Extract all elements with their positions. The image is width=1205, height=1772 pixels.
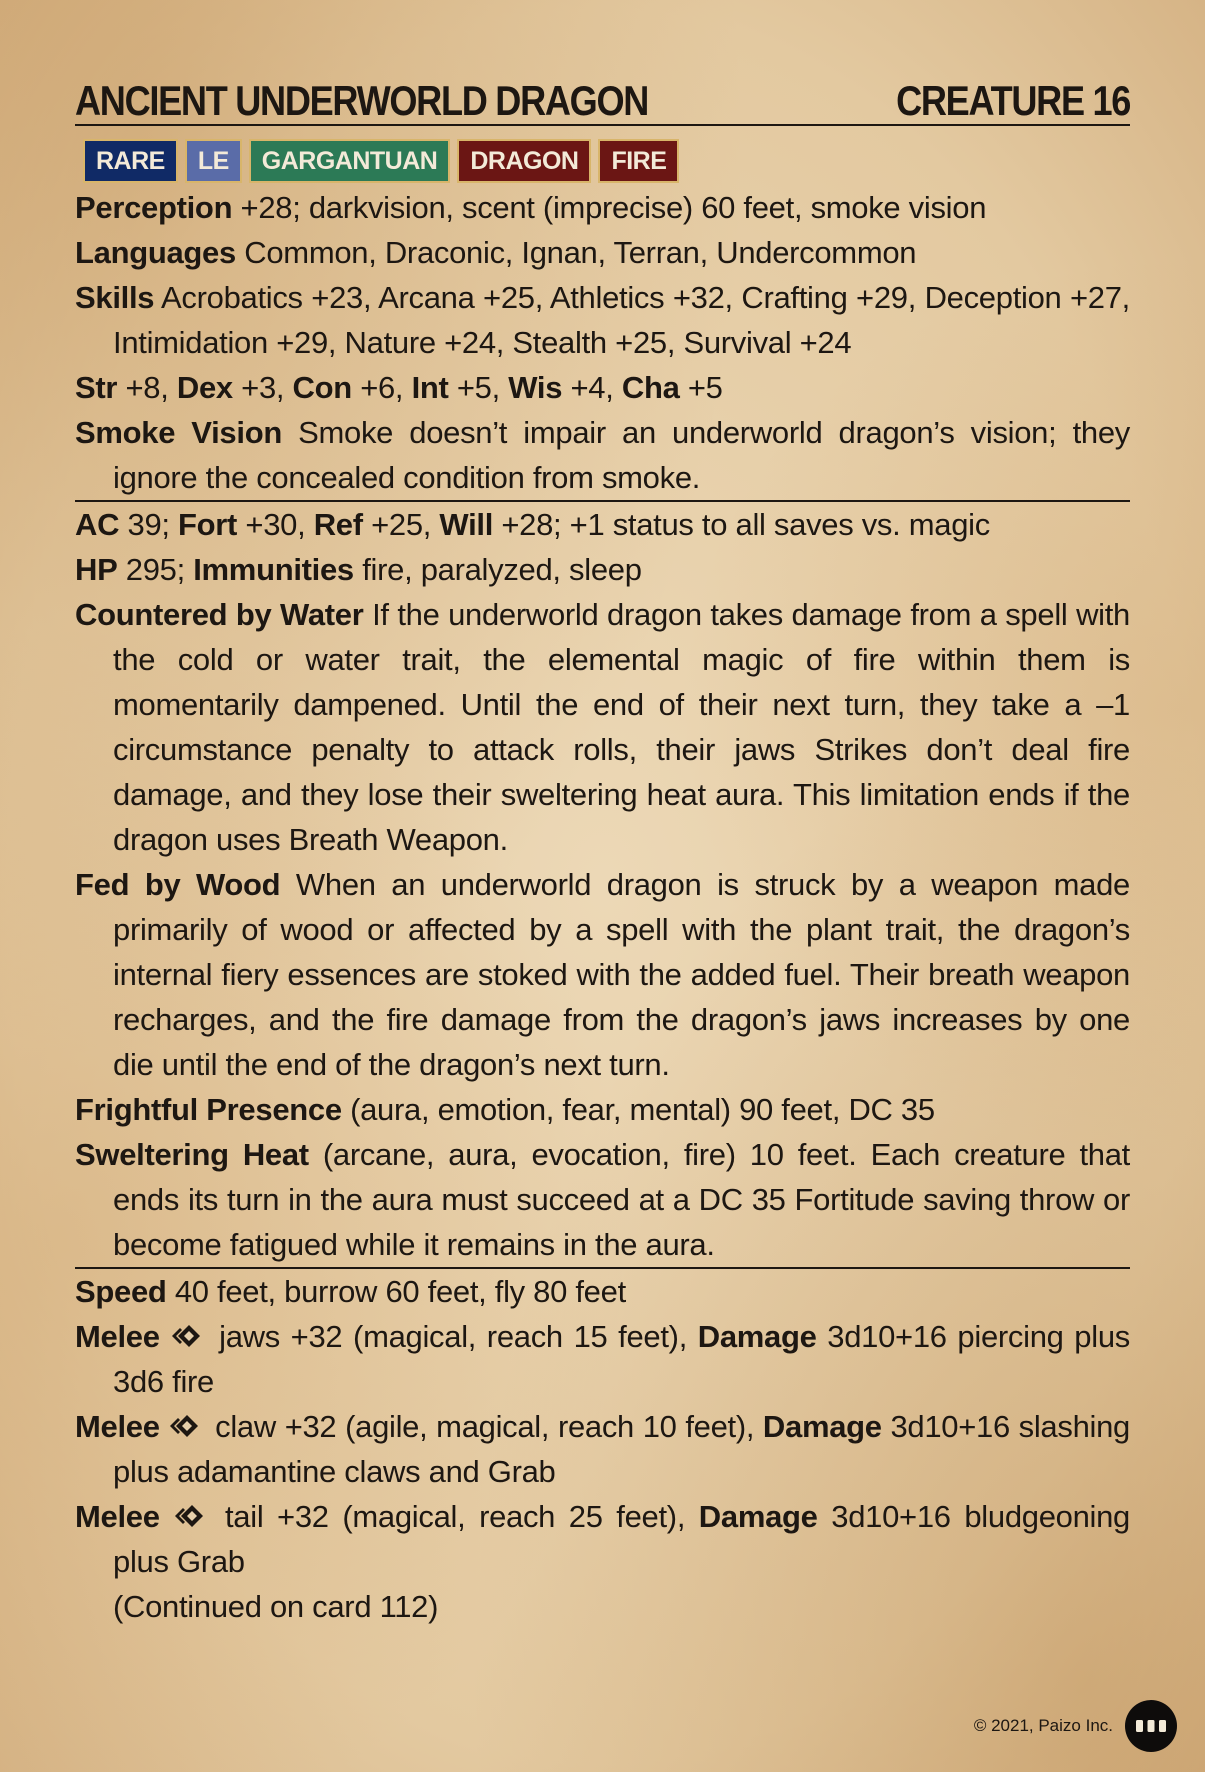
countered-by-water-text: If the underworld dragon takes damage from a spell with the cold or water trait, the elemental magic of fire within them is momentarily dampened. Until the end of their next turn, they take a –1 circumstance penalty to attack rolls, their jaws Strikes don’t deal fire damage, and they lose their sweltering heat aura. This limitation ends if the dragon uses Breath Weapon.	[113, 597, 1130, 857]
languages-value: Common, Draconic, Ignan, Terran, Undercommon	[235, 235, 917, 270]
con-label: Con	[292, 370, 352, 405]
melee-claw-line	[75, 1404, 1130, 1494]
copyright-text: © 2021, Paizo Inc.	[973, 1716, 1113, 1735]
card-footer	[974, 1700, 1177, 1752]
continued-note: (Continued on card 112)	[113, 1589, 439, 1624]
fed-by-wood-text: When an underworld dragon is struck by a weapon made primarily of wood or affected by a spell with the plant trait, the dragon’s internal fiery essences are stoked with the added fuel. Their breath weapon recharges, and the fire damage from the dragon’s jaws increases by one die until the end of the dragon’s next turn.	[113, 867, 1130, 1082]
ac-value: 39;	[119, 507, 179, 542]
speed-label: Speed	[75, 1274, 167, 1309]
speed-value: 40 feet, burrow 60 feet, fly 80 feet	[166, 1274, 626, 1309]
cha-label: Cha	[621, 370, 680, 405]
melee-jaws-text: jaws +32 (magical, reach 15 feet),	[208, 1319, 698, 1354]
skills-value: Acrobatics +23, Arcana +25, Athletics +32, Crafting +29, Deception +27, Intimidation +29, Nature +24, Stealth +25, Survival +24	[113, 280, 1130, 360]
cha-value: +5	[679, 370, 723, 405]
hp-value: 295;	[117, 552, 194, 587]
fed-by-wood-label: Fed by Wood	[75, 867, 281, 902]
stat-block-card	[75, 66, 1130, 1629]
ac-label: AC	[75, 507, 120, 542]
hp-line	[75, 547, 1130, 592]
skills-label: Skills	[75, 280, 155, 315]
ref-label: Ref	[313, 507, 363, 542]
frightful-presence-line	[75, 1087, 1130, 1132]
int-value: +5,	[448, 370, 509, 405]
will-value: +28; +1 status to all saves vs. magic	[493, 507, 990, 542]
trait-alignment: LE	[185, 139, 242, 183]
trait-list	[83, 139, 1130, 183]
melee-claw-text: claw +32 (agile, magical, reach 10 feet),	[206, 1409, 763, 1444]
creature-name: ANCIENT UNDERWORLD DRAGON	[75, 77, 649, 124]
single-action-icon	[173, 1501, 211, 1531]
melee-jaws-line	[75, 1314, 1130, 1404]
trait-dragon: DRAGON	[457, 139, 591, 183]
melee-label: Melee	[75, 1409, 160, 1444]
dex-label: Dex	[176, 370, 233, 405]
damage-label: Damage	[762, 1409, 882, 1444]
countered-by-water-line	[75, 592, 1130, 862]
ref-value: +25,	[362, 507, 440, 542]
damage-label: Damage	[697, 1319, 817, 1354]
single-action-icon	[168, 1411, 206, 1441]
defense-line	[75, 502, 1130, 547]
melee-tail-damage: 3d10+16 bludgeoning plus Grab	[113, 1499, 1130, 1579]
wis-value: +4,	[562, 370, 622, 405]
fed-by-wood-line	[75, 862, 1130, 1087]
str-value: +8,	[117, 370, 177, 405]
immunities-label: Immunities	[193, 552, 354, 587]
hp-label: HP	[75, 552, 118, 587]
melee-tail-line	[75, 1494, 1130, 1584]
perception-value: +28; darkvision, scent (imprecise) 60 feet, smoke vision	[232, 190, 987, 225]
languages-line	[75, 230, 1130, 275]
frightful-presence-text: (aura, emotion, fear, mental) 90 feet, DC 35	[341, 1092, 935, 1127]
will-label: Will	[439, 507, 494, 542]
trait-rare: RARE	[83, 139, 178, 183]
melee-claw-damage: 3d10+16 slashing plus adamantine claws and Grab	[113, 1409, 1130, 1489]
int-label: Int	[411, 370, 449, 405]
perception-line	[75, 185, 1130, 230]
three-bars-icon	[1134, 1718, 1168, 1734]
skills-line	[75, 275, 1130, 365]
fort-label: Fort	[178, 507, 238, 542]
sweltering-heat-label: Sweltering Heat	[75, 1137, 309, 1172]
stat-block-body	[75, 185, 1130, 1629]
damage-label: Damage	[698, 1499, 818, 1534]
countered-by-water-label: Countered by Water	[75, 597, 364, 632]
fort-value: +30,	[237, 507, 314, 542]
single-action-icon	[170, 1321, 208, 1351]
trait-fire: FIRE	[598, 139, 679, 183]
speed-line	[75, 1269, 1130, 1314]
card-badge-icon	[1125, 1700, 1177, 1752]
smoke-vision-label: Smoke Vision	[75, 415, 282, 450]
ability-scores-line	[75, 365, 1130, 410]
wis-label: Wis	[508, 370, 563, 405]
perception-label: Perception	[75, 190, 233, 225]
trait-size: GARGANTUAN	[249, 139, 451, 183]
languages-label: Languages	[75, 235, 236, 270]
immunities-value: fire, paralyzed, sleep	[353, 552, 642, 587]
melee-jaws-damage: 3d10+16 piercing plus 3d6 fire	[113, 1319, 1130, 1399]
con-value: +6,	[351, 370, 412, 405]
sweltering-heat-line	[75, 1132, 1130, 1267]
melee-tail-text: tail +32 (magical, reach 25 feet),	[211, 1499, 699, 1534]
stat-block-header	[75, 66, 1130, 126]
melee-label: Melee	[75, 1319, 160, 1354]
creature-level: CREATURE 16	[895, 77, 1130, 124]
dex-value: +3,	[232, 370, 293, 405]
str-label: Str	[75, 370, 118, 405]
melee-label: Melee	[75, 1499, 160, 1534]
frightful-presence-label: Frightful Presence	[75, 1092, 342, 1127]
sweltering-heat-text: (arcane, aura, evocation, fire) 10 feet. Each creature that ends its turn in the aura must succeed at a DC 35 Fortitude saving throw or become fatigued while it remains in the aura.	[113, 1137, 1130, 1262]
smoke-vision-line	[75, 410, 1130, 500]
smoke-vision-text: Smoke doesn’t impair an underworld dragon’s vision; they ignore the concealed condition from smoke.	[113, 415, 1130, 495]
